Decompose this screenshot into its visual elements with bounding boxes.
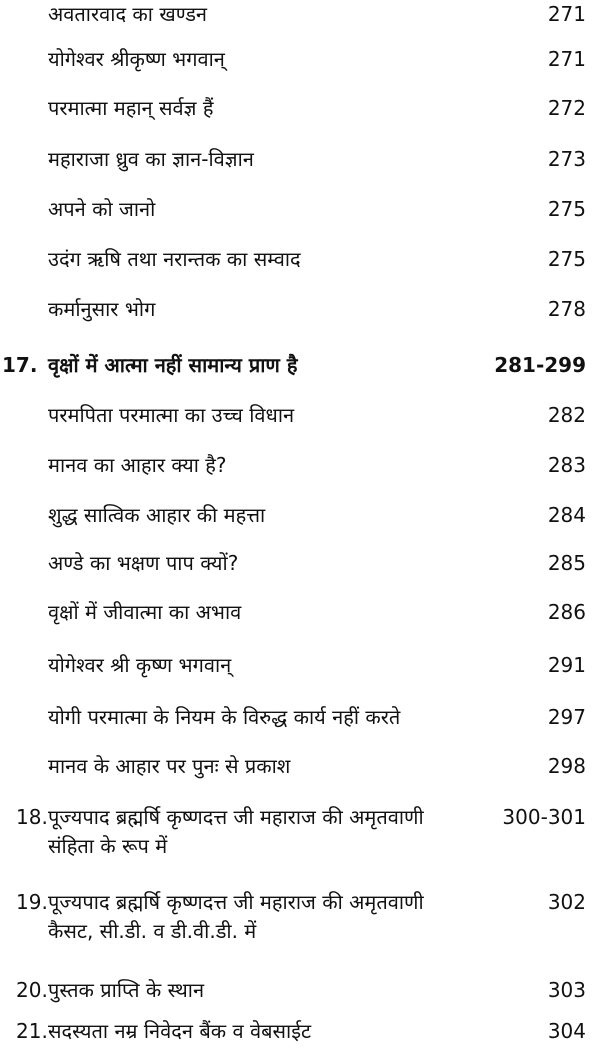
entry-page: 281-299	[494, 353, 586, 377]
entry-number: 20.	[16, 978, 48, 1002]
entry-page: 282	[547, 403, 586, 427]
entry-title: अवतारवाद का खण्डन	[48, 2, 207, 26]
entry-page: 302	[547, 890, 586, 914]
entry-page: 272	[547, 96, 586, 120]
entry-page: 278	[547, 297, 586, 321]
entry-title: योगेश्वर श्री कृष्ण भगवान्	[48, 653, 232, 677]
entry-title: मानव के आहार पर पुनः से प्रकाश	[48, 754, 291, 778]
entry-page: 275	[547, 247, 586, 271]
entry-title: महाराजा ध्रुव का ज्ञान-विज्ञान	[48, 147, 254, 171]
entry-page: 273	[547, 147, 586, 171]
entry-title: पुस्तक प्राप्ति के स्थान	[48, 978, 205, 1002]
entry-title: वृक्षों में आत्मा नहीं सामान्य प्राण है	[48, 353, 298, 377]
entry-title: पूज्यपाद ब्रह्मर्षि कृष्णदत्त जी महाराज की अमृतवाणी कैसट, सी.डी. व डी.वी.डी. में	[48, 890, 424, 943]
entry-title: सदस्यता नम्र निवेदन बैंक व वेबसाईट	[48, 1019, 312, 1043]
entry-title: वृक्षों में जीवात्मा का अभाव	[48, 600, 242, 624]
entry-page: 286	[547, 600, 586, 624]
entry-title: मानव का आहार क्या है?	[48, 453, 227, 477]
entry-number: 21.	[16, 1019, 48, 1043]
entry-title: योगेश्वर श्रीकृष्ण भगवान्	[48, 47, 225, 71]
entry-title: योगी परमात्मा के नियम के विरुद्ध कार्य नहीं करते	[48, 705, 401, 729]
entry-title: अपने को जानो	[48, 197, 156, 221]
entry-page: 300-301	[502, 805, 586, 829]
entry-number: 19.	[16, 890, 48, 914]
entry-page: 285	[547, 551, 586, 575]
entry-page: 284	[547, 503, 586, 527]
entry-page: 271	[547, 2, 586, 26]
entry-page: 275	[547, 197, 586, 221]
entry-title: कर्मानुसार भोग	[48, 297, 156, 321]
entry-title: अण्डे का भक्षण पाप क्यों?	[48, 551, 239, 575]
entry-page: 304	[547, 1019, 586, 1043]
entry-page: 303	[547, 978, 586, 1002]
entry-title: उदंग ऋषि तथा नरान्तक का सम्वाद	[48, 247, 301, 271]
entry-page: 298	[547, 754, 586, 778]
entry-number: 18.	[16, 805, 48, 829]
entry-title: परमपिता परमात्मा का उच्च विधान	[48, 403, 295, 427]
entry-title: शुद्ध सात्विक आहार की महत्ता	[48, 503, 266, 527]
entry-page: 271	[547, 47, 586, 71]
entry-page: 297	[547, 705, 586, 729]
entry-title: परमात्मा महान् सर्वज्ञ हैं	[48, 96, 214, 120]
entry-title: पूज्यपाद ब्रह्मर्षि कृष्णदत्त जी महाराज की अमृतवाणी संहिता के रूप में	[48, 805, 424, 858]
entry-page: 291	[547, 653, 586, 677]
entry-page: 283	[547, 453, 586, 477]
entry-number: 17.	[2, 353, 38, 377]
